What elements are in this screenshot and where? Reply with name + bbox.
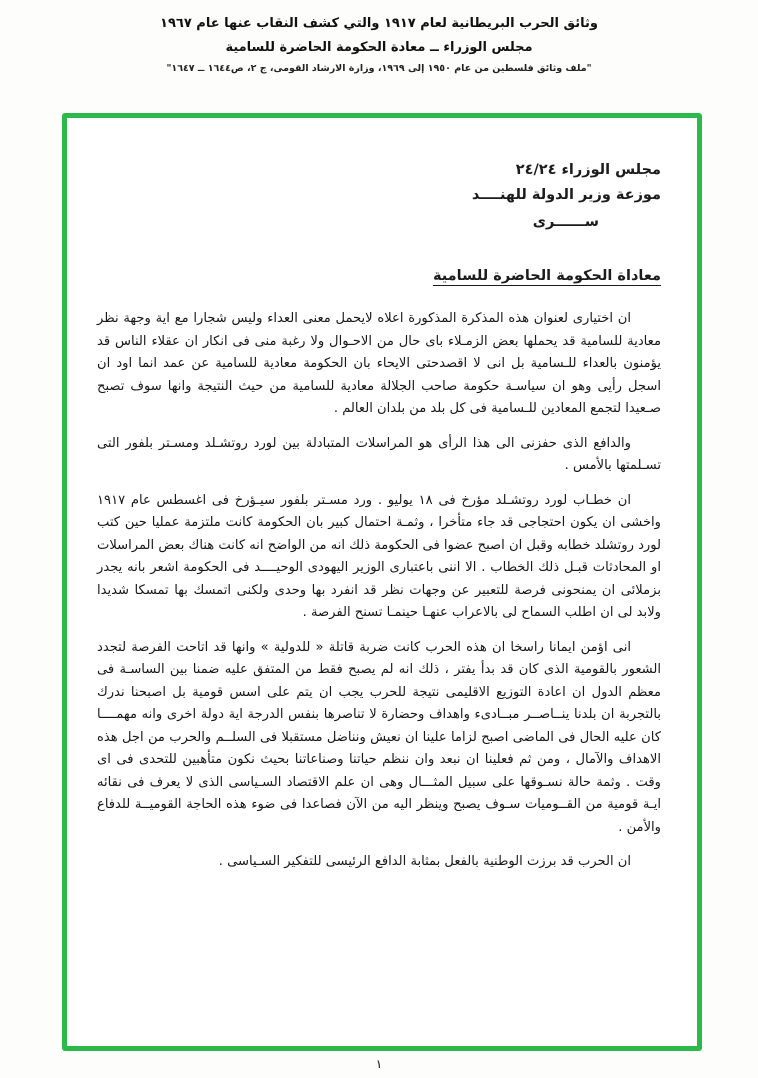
doc-paragraph-1: ان اختيارى لعنوان هذه المذكرة المذكورة اعلاه لايحمل معنى العداء وليس شجارا مع اية وجهة نظر معادية للسامية قد يحملها بعض الزمـلاء باى حال من الاحـوال ولا رغبة منى فى انكار ان عقلاء الناس قد يؤمنون بالعداء للـسامية بل انى لا اقصدحتى الايحاء بان الحكومة معادية للسامية عن عمد انما اود ان اسجل رأيى وهو ان سياسـة حكومة صاحب الجلالة معادية للسامية من حيث النتيجة وانها سوف تصبح صـعيدا لتجمع المعادين للـسامية فى كل بلد من بلدان العالم .	[97, 311, 661, 417]
doc-paragraph-4: انى اؤمن ايمانا راسخا ان هذه الحرب كانت ضربة قاتلة « للدولية » وانها قد اتاحت الفرصة لتجدد الشعور بالقومية الذى كان قد بدأ يفتر ، ذلك انه لم يصبح فقط من المتفق عليه ضمنا بين الساسـة فى معظم الدول ان اعادة التوزيع الاقليمى نتيجة للحرب يجب ان يتم على اسس قومية بل اصبحنا ندرك بالتجربة ان بلدنا ينــاصــر مبــادىء واهداف وحضارة لا تناصرها بنفس الدرجة اية دولة اخرى وانه مهمــــا كان عليه الحال فى الماضى اصبح لزاما علينا ان نعيش ونناضل مستقبلا فى السلــم والحرب من اجل هذه الاهداف والآمال ، ومن ثم فعلينا ان نبعد وان ننظم حياتنا وصناعاتنا بحيث نكون متأهبين للتحدى فى اى وقت . وثمة حالة نسـوقها على سبيل المثـــال وهى ان علم الاقتصاد السـياسى الذى لا يعرف فى نقائه ايـة قومية من القــوميات سـوف يصبح وينظر اليه من الآن فصاعدا فى ضوء هذه الحاجة القوميــة للدفاع والأمن .	[97, 639, 661, 835]
header-line-1: وثائق الحرب البريطانية لعام ١٩١٧ والتي كشف النقاب عنها عام ١٩٦٧	[160, 16, 598, 31]
doc-reference: مجلس الوزراء ٢٤/٢٤	[515, 162, 661, 178]
header-source-note: "ملف وثائق فلسطين من عام ١٩٥٠ إلى ١٩٦٩، وزارة الارشاد القومى، ج ٢، ص١٦٤٤ ــ ١٦٤٧"	[166, 63, 592, 75]
page-header	[0, 0, 758, 74]
header-line-2: مجلس الوزراء ــ معادة الحكومة الحاضرة للسامية	[225, 40, 533, 56]
doc-body	[97, 308, 661, 874]
doc-distribution: موزعة وزير الدولة للهنــــد	[471, 187, 661, 203]
doc-paragraph-3: ان خطـاب لورد روتشـلد مؤرخ فى ١٨ يوليو . ورد مسـتر بلفور سيـؤرخ فى اغسطس عام ١٩١٧ واخشى ان يكون احتجاجى قد جاء متأخرا ، وثمـة احتمال كبير بان الحكومة كانت ملتزمة عمليا حين كتب لورد روتشلد خطابه وقبل ان اصبح عضوا فى الحكومة ذلك انه من الواضح انه كانت هناك بعض المراسلات او المحادثات قبـل ذلك الخطاب . الا اننى باعتبارى الوزير اليهودى الوحيــــد فى الحكومة اشعر بانه يجدر بزملائى ان يمنحونى فرصة للتعبير عن وجهات نظر قد انفرد بها وحدى ولكنى اتمسك بها تمسكا شديدا ولابد لى ان اطلب السماح لى بالاعراب عنهـا حينمـا تسنح الفرصة .	[97, 492, 661, 621]
doc-paragraph-5: ان الحرب قد برزت الوطنية بالفعل بمثابة الدافع الرئيسى للتفكير السـياسى .	[218, 854, 631, 870]
page-number: ١	[375, 1057, 383, 1071]
doc-title: معاداة الحكومة الحاضرة للسامية	[432, 268, 661, 284]
document-frame	[62, 113, 702, 1051]
doc-paragraph-2: والدافع الذى حفزنى الى هذا الرأى هو المراسلات المتبادلة بين لورد روتشـلد ومسـتر بلفور التى تسـلمتها بالأمس .	[97, 435, 661, 474]
doc-secret-label: ســــــرى	[532, 214, 599, 230]
